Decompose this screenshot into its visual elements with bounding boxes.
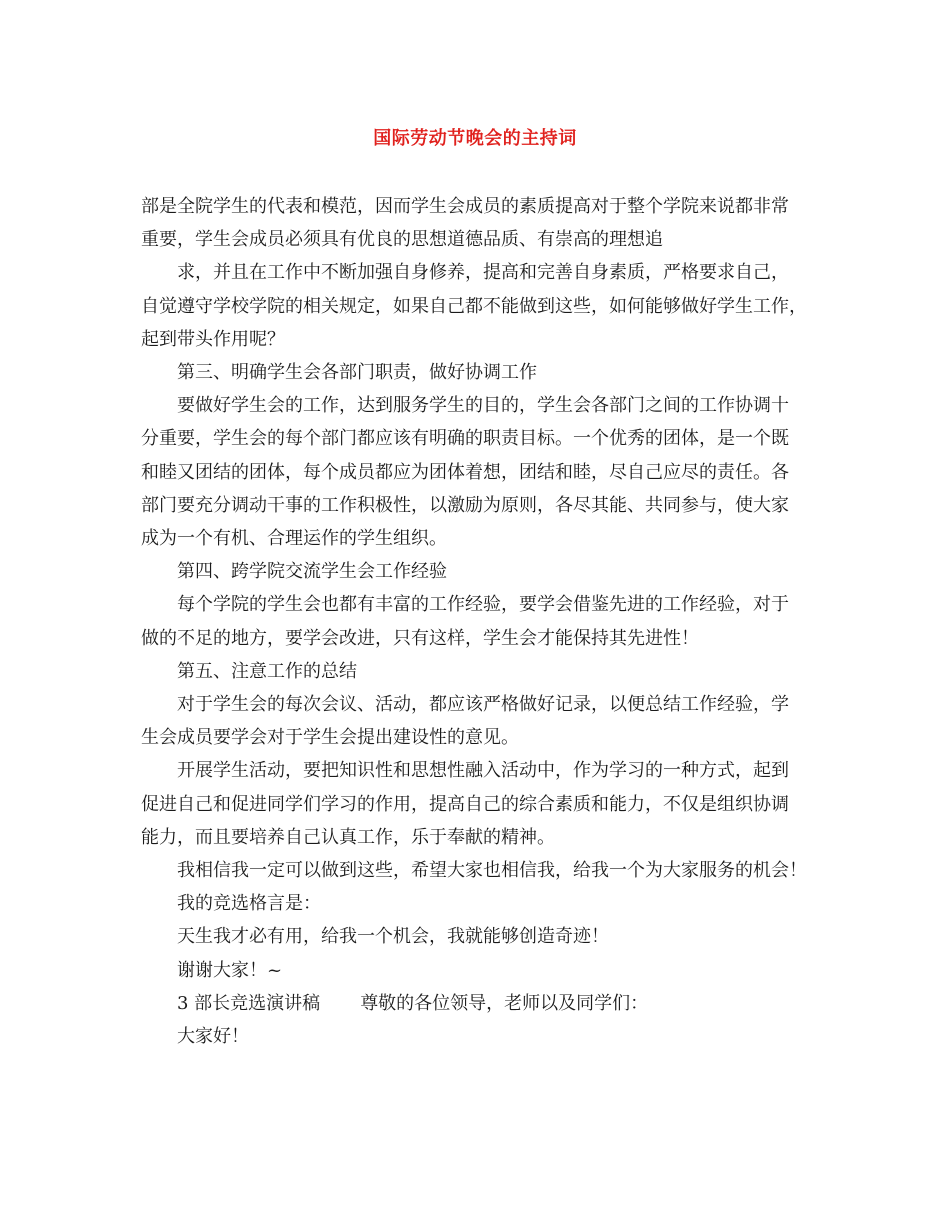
- text-line: 和睦又团结的团体，每个成员都应为团体着想，团结和睦，尽自己应尽的责任。各: [141, 461, 789, 483]
- text-line: 分重要，学生会的每个部门都应该有明确的职责目标。一个优秀的团体，是一个既: [141, 428, 789, 450]
- text-line: 开展学生活动，要把知识性和思想性融入活动中，作为学习的一种方式，起到: [177, 760, 789, 782]
- text-line: 部门要充分调动干事的工作积极性，以激励为原则，各尽其能、共同参与，使大家: [141, 494, 789, 516]
- section-heading: 第五、注意工作的总结: [177, 660, 357, 682]
- text-segment: 3 部长竞选演讲稿: [177, 992, 321, 1014]
- text-line: 起到带头作用呢？: [141, 328, 285, 350]
- text-line: 每个学院的学生会也都有丰富的工作经验，要学会借鉴先进的工作经验，对于: [177, 594, 789, 616]
- text-line: 做的不足的地方，要学会改进，只有这样，学生会才能保持其先进性！: [141, 627, 699, 649]
- text-line: 我相信我一定可以做到这些，希望大家也相信我，给我一个为大家服务的机会！: [177, 860, 807, 882]
- text-line: 天生我才必有用，给我一个机会，我就能够创造奇迹！: [177, 926, 609, 948]
- document-body: [141, 190, 821, 1053]
- text-line: 大家好！: [177, 1026, 249, 1048]
- text-line: 重要，学生会成员必须具有优良的思想道德品质、有崇高的理想追: [141, 229, 663, 251]
- text-line: 自觉遵守学校学院的相关规定，如果自己都不能做到这些，如何能够做好学生工作，: [141, 295, 807, 317]
- document-title: 国际劳动节晚会的主持词: [373, 128, 577, 149]
- text-line: 对于学生会的每次会议、活动，都应该严格做好记录，以便总结工作经验，学: [177, 694, 789, 716]
- text-line: 要做好学生会的工作，达到服务学生的目的，学生会各部门之间的工作协调十: [177, 395, 789, 417]
- section-heading: 第四、跨学院交流学生会工作经验: [177, 561, 447, 583]
- text-line: 能力，而且要培养自己认真工作，乐于奉献的精神。: [141, 826, 555, 848]
- text-segment: 尊敬的各位领导，老师以及同学们：: [360, 992, 649, 1014]
- text-line: 生会成员要学会对于学生会提出建设性的意见。: [141, 727, 519, 749]
- text-line: 部是全院学生的代表和模范，因而学生会成员的素质提高对于整个学院来说都非常: [141, 196, 789, 217]
- text-line: 求，并且在工作中不断加强自身修养，提高和完善自身素质，严格要求自己，: [177, 262, 789, 284]
- section-heading: 第三、明确学生会各部门职责，做好协调工作: [177, 362, 537, 384]
- text-line: 谢谢大家！~: [177, 959, 283, 981]
- text-line: 成为一个有机、合理运作的学生组织。: [141, 528, 447, 550]
- text-line: 我的竞选格言是：: [177, 893, 321, 915]
- text-line: [141, 987, 821, 1020]
- text-line: 促进自己和促进同学们学习的作用，提高自己的综合素质和能力，不仅是组织协调: [141, 793, 789, 815]
